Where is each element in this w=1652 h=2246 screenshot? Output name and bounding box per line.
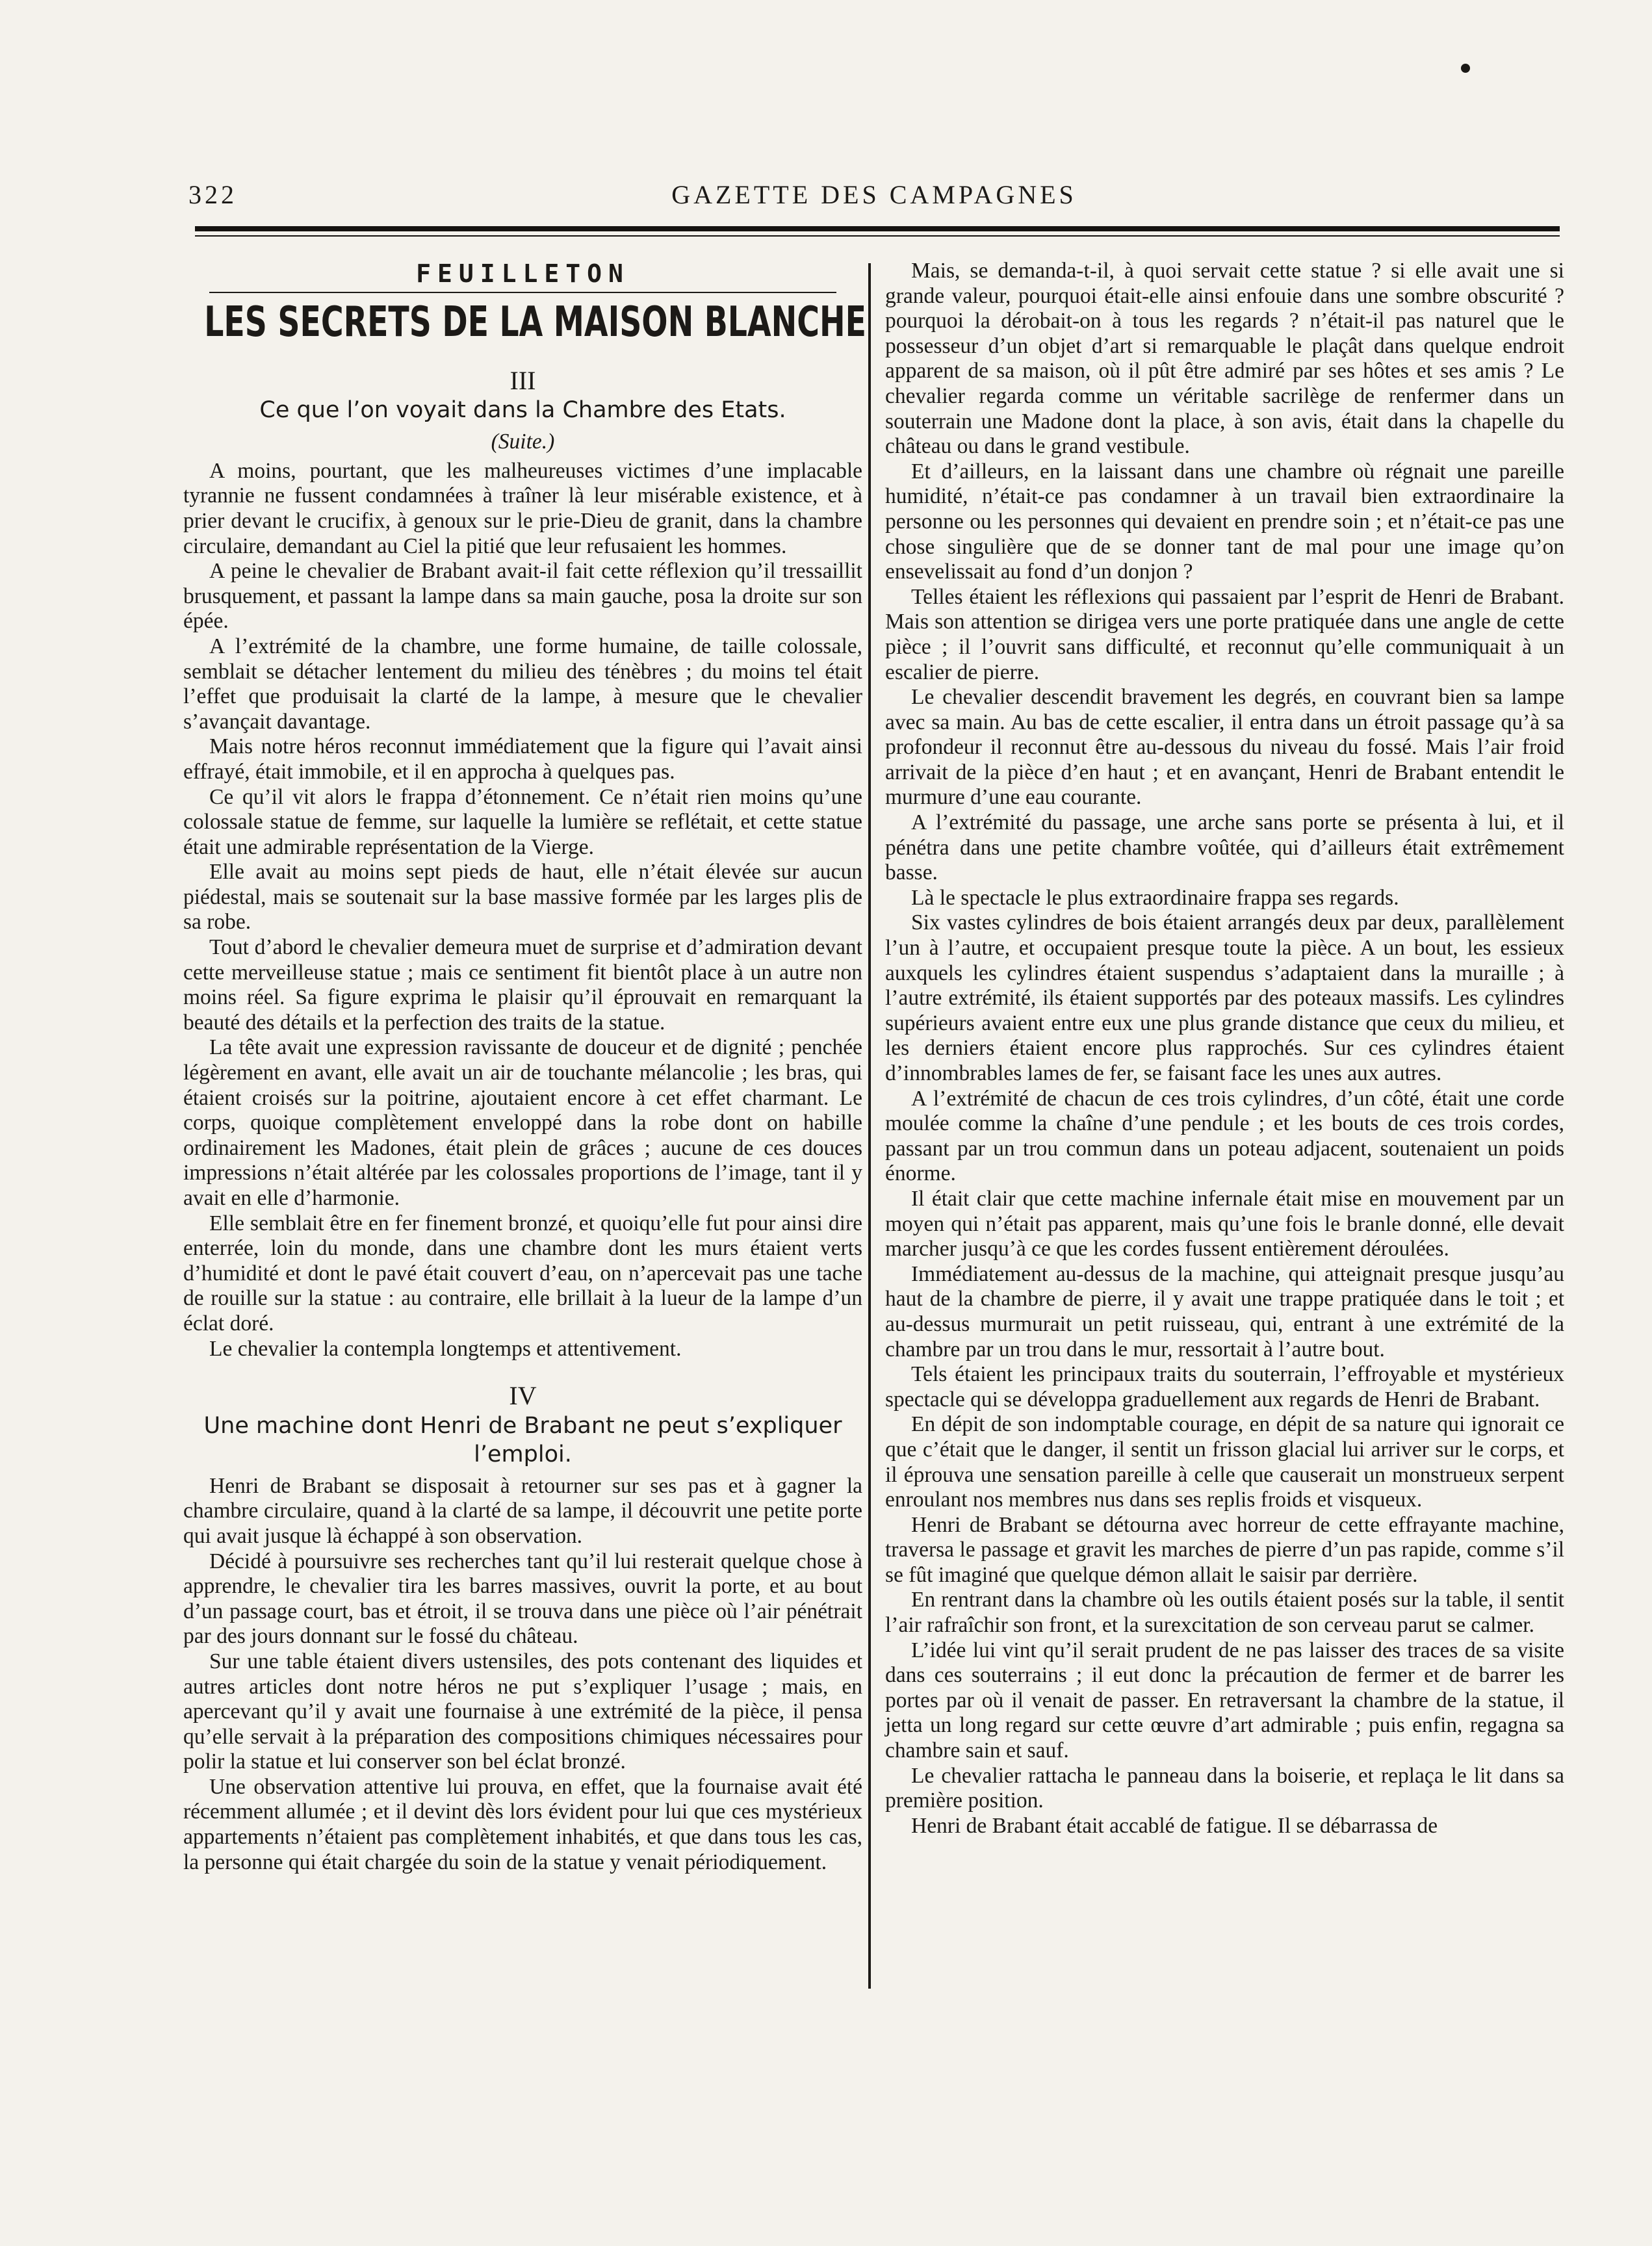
paragraph: Et d’ailleurs, en la laissant dans une chambre où régnait une pareille humidité, n’était-ce pas condamner à un travail bien extraordinaire la personne ou les personnes qui devaient en prendre soin ; et n’était-ce pas une chose singulière que de se donner tant de mal pour une image qu’on ensevelissait au fond d’un donjon ? — [885, 459, 1564, 584]
paragraph: Immédiatement au-dessus de la machine, qui atteignait presque jusqu’au haut de la chambre de pierre, il y avait une trappe pratiquée dans le toit ; et au-dessus murmurait un petit ruisseau, qui, entrant à une extrémité de la chambre par un trou dans le mur, ressortait à l’autre bout. — [885, 1261, 1564, 1362]
chapter3-body — [183, 459, 862, 1362]
paragraph: A moins, pourtant, que les malheureuses victimes d’une implacable tyrannie ne fussent condamnées à traîner là leur misérable existence, et à prier devant le crucifix, à genoux sur le prie-Dieu de granit, dans la chambre circulaire, demandant au Ciel la pitié que leur refusaient les hommes. — [183, 458, 862, 558]
chapter-number: III — [510, 365, 536, 395]
paragraph: Tels étaient les principaux traits du souterrain, l’effroyable et mystérieux spectacle qui se développa graduellement aux regards de Henri de Brabant. — [885, 1362, 1564, 1412]
paragraph: Là le spectacle le plus extraordinaire frappa ses regards. — [911, 885, 1399, 910]
suite-note: (Suite.) — [491, 430, 555, 454]
paragraph: Henri de Brabant se disposait à retourner sur ses pas et à gagner la chambre circulaire, quand à la clarté de sa lampe, il découvrit une petite porte qui avait jusque là échappé à son observation. — [183, 1473, 862, 1548]
paragraph: Mais, se demanda-t-il, à quoi servait cette statue ? si elle avait une si grande valeur, pourquoi était-elle ainsi enfouie dans une sombre obscurité ? pourquoi la dérobait-on à tous les regards ? n’était-il pas naturel que le possesseur d’un objet d’art si remarquable le plaçât dans quelque endroit apparent de sa maison, où il pût être admiré par ses hôtes et ses amis ? Le chevalier regarda comme un véritable sacrilège de renfermer dans un souterrain une Madone dont la place, à son avis, était dans la chapelle du château ou dans le grand vestibule. — [885, 259, 1564, 459]
header-rule-thin — [195, 235, 1560, 237]
feuilleton-label: FEUILLETON — [416, 259, 630, 288]
chapter-number: IV — [509, 1381, 537, 1411]
paragraph: Il était clair que cette machine infernale était mise en mouvement par un moyen qui n’était pas apparent, mais qu’une fois le branle donné, elle devait marcher jusqu’à ce que les cordes fussent entièrement déroulées. — [885, 1186, 1564, 1261]
paragraph: A peine le chevalier de Brabant avait-il fait cette réflexion qu’il tressaillit brusquement, et passant la lampe dans sa main gauche, posa la droite sur son épée. — [183, 559, 862, 634]
chapter-title: Ce que l’on voyait dans la Chambre des Etats. — [259, 397, 786, 424]
paragraph: Telles étaient les réflexions qui passaient par l’esprit de Henri de Brabant. Mais son attention se dirigea vers une porte pratiquée dans une angle de cette pièce ; il l’ouvrit sans difficulté, et reconnut qu’elle communiquait à un escalier de pierre. — [885, 584, 1564, 684]
paragraph: Elle semblait être en fer finement bronzé, et quoiqu’elle fut pour ainsi dire enterrée, loin du monde, dans une chambre dont les murs étaient verts d’humidité et dont le pavé était couvert d’eau, on n’apercevait pas une tache de rouille sur la statue : au contraire, elle brillait à la lueur de la lampe d’un éclat doré. — [183, 1211, 862, 1336]
paragraph: Tout d’abord le chevalier demeura muet de surprise et d’admiration devant cette merveilleuse statue ; mais ce sentiment fit bientôt place à un autre non moins réel. Sa figure exprima le plaisir qu’il éprouvait en remarquant la beauté des détails et la perfection des traits de la statue. — [183, 935, 862, 1035]
paragraph: Henri de Brabant se détourna avec horreur de cette effrayante machine, traversa le passage et gravit les marches de pierre d’un pas rapide, comme s’il se fût imaginé que quelque démon allait le saisir par derrière. — [885, 1512, 1564, 1587]
header-rule-thick — [195, 226, 1560, 231]
paragraph: A l’extrémité de la chambre, une forme humaine, de taille colossale, semblait se détacher lentement du milieu des ténèbres ; du moins tel était l’effet que produisait la clarté de la lampe, à mesure que le chevalier s’avançait davantage. — [183, 634, 862, 734]
paragraph: Une observation attentive lui prouva, en effet, que la fournaise avait été récemment allumée ; et il devint dès lors évident pour lui que ces mystérieux appartements n’étaient pas complètement inhabités, et que dans tous les cas, la personne qui était chargée du soin de la statue y venait périodiquement. — [183, 1774, 862, 1874]
feuilleton-rule — [209, 292, 836, 293]
paragraph: Henri de Brabant était accablé de fatigue. Il se débarrassa de — [911, 1813, 1438, 1838]
paragraph: En rentrant dans la chambre où les outils étaient posés sur la table, il sentit l’air rafraîchir son front, et la surexcitation de son cerveau parut se calmer. — [885, 1588, 1564, 1638]
page-number: 322 — [188, 180, 237, 209]
paragraph: Elle avait au moins sept pieds de haut, elle n’était élevée sur aucun piédestal, mais se soutenait sur la base massive formée par les larges plis de sa robe. — [183, 860, 862, 935]
right-column — [885, 259, 1564, 1839]
paragraph: Mais notre héros reconnut immédiatement que la figure qui l’avait ainsi effrayé, était immobile, et il en approcha à quelques pas. — [183, 734, 862, 784]
paragraph: Le chevalier descendit bravement les degrés, en couvrant bien sa lampe avec sa main. Au bas de cette escalier, il entra dans un étroit passage qu’à sa profondeur il reconnut être au-dessous du niveau du fossé. Mais l’air froid arrivait de la pièce d’en haut ; et en avançant, Henri de Brabant entendit le murmure d’une eau courante. — [885, 685, 1564, 810]
page-header — [188, 175, 1560, 214]
paragraph: Le chevalier rattacha le panneau dans la boiserie, et replaça le lit dans sa première position. — [885, 1763, 1564, 1813]
paragraph: Six vastes cylindres de bois étaient arrangés deux par deux, parallèlement l’un à l’autre, et occupaient presque toute la pièce. A un bout, les essieux auxquels les cylindres étaient suspendus s’adaptaient dans la muraille ; à l’autre extrémité, ils étaient supportés par des poteaux massifs. Les cylindres supérieurs avaient entre eux une plus grande distance que ceux du milieu, et les derniers étaient encore plus rapprochés. Sur ces cylindres étaient d’innombrables lames de fer, se faisant face les unes aux autres. — [885, 910, 1564, 1085]
paragraph: L’idée lui vint qu’il serait prudent de ne pas laisser des traces de sa visite dans ces souterrains ; il eut donc la précaution de fermer et de barrer les portes par où il venait de passer. En retraversant la chambre de la statue, il jetta un long regard sur cette œuvre d’art admirable ; puis enfin, regagna sa chambre sain et sauf. — [885, 1638, 1564, 1763]
chapter-title: Une machine dont Henri de Brabant ne peut s’expliquer l’emploi. — [203, 1412, 842, 1467]
column-divider — [868, 263, 871, 1989]
paragraph: A l’extrémité du passage, une arche sans porte se présenta à lui, et il pénétra dans une petite chambre voûtée, qui d’ailleurs était extrêmement basse. — [885, 810, 1564, 885]
paragraph: Sur une table étaient divers ustensiles, des pots contenant des liquides et autres articles dont notre héros ne put s’expliquer l’usage ; mais, en apercevant qu’il y avait une fournaise à une extrémité de la pièce, il pensa qu’elle servait à la préparation des compositions chimiques nécessaires pour polir la statue et lui conserver son bel éclat bronzé. — [183, 1649, 862, 1774]
paragraph: En dépit de son indomptable courage, en dépit de sa nature qui ignorait ce que c’était que le danger, il sentit un frisson glacial lui arriver sur le corps, et il éprouva une sensation pareille à celle que causerait un monstrueux serpent enroulant nos membres nus dans ses replis froids et visqueux. — [885, 1412, 1564, 1512]
serial-title: LES SECRETS DE LA MAISON BLANCHE — [204, 298, 866, 346]
paragraph: La tête avait une expression ravissante de douceur et de dignité ; penchée légèrement en avant, elle avait un air de touchante mélancolie ; les bras, qui étaient croisés sur la poitrine, ajoutaient encore à cet effet charmant. Le corps, quoique complètement enveloppé dans la robe dont on habille ordinairement les Madones, était plein de grâces ; aucune de ces douces impressions n’était altérée par les colossales proportions de l’image, tant il y avait en elle d’harmonie. — [183, 1035, 862, 1210]
paragraph: Décidé à poursuivre ses recherches tant qu’il lui resterait quelque chose à apprendre, le chevalier tira les barres massives, ouvrit la porte, et au bout d’un passage court, bas et étroit, il se trouva dans une pièce où l’air pénétrait par des jours donnant sur le fossé du château. — [183, 1549, 862, 1649]
paragraph: A l’extrémité de chacun de ces trois cylindres, d’un côté, était une corde moulée comme la chaîne d’une pendule ; et les bouts de ces trois cordes, passant par un trou commun dans un poteau adjacent, soutenaient un poids énorme. — [885, 1086, 1564, 1186]
chapter4-body — [183, 1474, 862, 1876]
paragraph: Ce qu’il vit alors le frappa d’étonnement. Ce n’était rien moins qu’une colossale statue de femme, sur laquelle la lumière se reflétait, et cette statue était une admirable représentation de la Vierge. — [183, 784, 862, 859]
journal-title: GAZETTE DES CAMPAGNES — [671, 180, 1077, 209]
paragraph: Le chevalier la contempla longtemps et attentivement. — [209, 1336, 682, 1361]
ink-blot — [1461, 64, 1470, 73]
left-column — [183, 259, 866, 1875]
